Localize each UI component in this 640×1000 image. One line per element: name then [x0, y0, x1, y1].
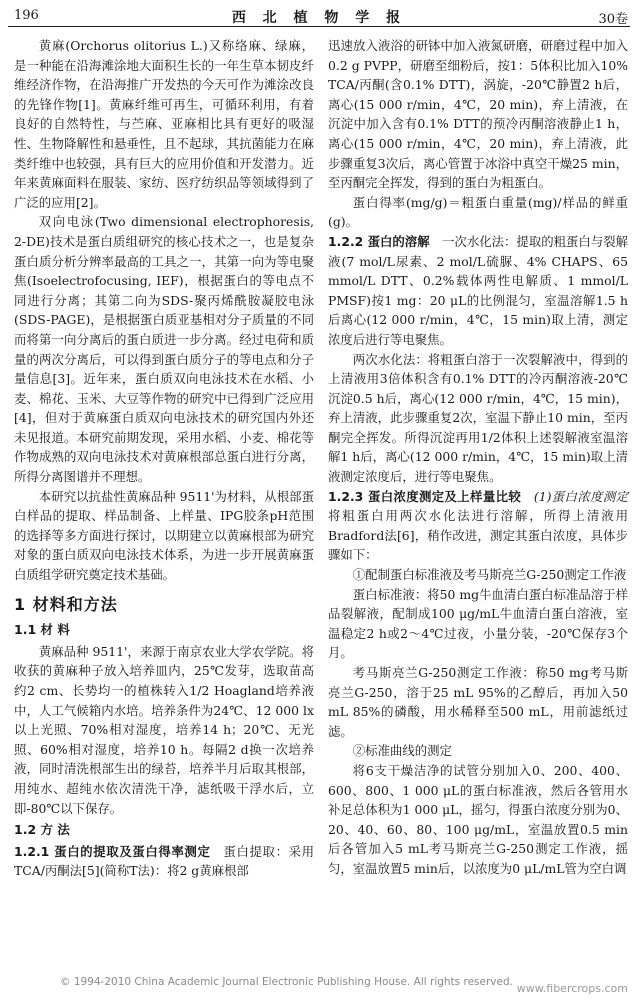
- intro-paragraph-2: 双向电泳(Two dimensional electrophoresis, 2-DE)技术是蛋白质组研究的核心技术之一，也是复杂蛋白质分析分辨率最高的工具之一，其第一向为等电聚焦(Isoelectrofocusing, IEF)，根据蛋白的等电点不同进行分离；其第二向为SDS-聚丙烯酰胺凝胶电泳(SDS-PAGE)，是根据蛋白质亚基相对分子质量的不同而将第一向分离后的蛋白质进一步分离。经过电荷和质量的两次分离后，可以得到蛋白质分子的等电点和分子量信息[3]。近年来，蛋白质双向电泳技术在水稻、小麦、棉花、玉米、大豆等作物的研究中已得到广泛应用[4]，但对于黄麻蛋白质双向电泳技术的研究国内外还未见报道。本研究前期发现，采用水稻、小麦、棉花等作物成熟的双向电泳技术对黄麻根部总蛋白进行分离，所得分离图谱并不理想。: [14, 214, 314, 485]
- section-1-2-2-paragraph: [328, 232, 628, 350]
- section-1-2-3-paragraph: [328, 487, 628, 565]
- section-1-2-3-subheading: (1)蛋白浓度测定: [533, 488, 628, 504]
- section-1-1-heading: 1.1 材 料: [14, 622, 70, 638]
- standard-solution-paragraph: 蛋白标准液：将50 mg牛血清白蛋白标准品溶于样品裂解液，配制成100 μg/mL牛血清白蛋白溶液，室温稳定2 h或2～4℃过夜，小量分装，-20℃保存3个月。: [328, 586, 628, 661]
- watermark: www.fibercrops.com: [516, 982, 628, 995]
- working-solution-paragraph: 考马斯亮兰G-250测定工作液：称50 mg考马斯亮兰G-250，溶于25 mL 95%的乙醇后，再加入50 mL 85%的磷酸，用水稀释至500 mL，用前滤纸过滤。: [328, 665, 628, 739]
- step-2-heading: ②标准曲线的测定: [352, 743, 452, 759]
- section-1-2-1-heading: 1.2.1 蛋白的提取及蛋白得率测定: [14, 843, 211, 859]
- page-header: [8, 6, 630, 27]
- section-1-2-3-heading: 1.2.3 蛋白浓度测定及上样量比较: [328, 488, 522, 504]
- copyright-notice: © 1994-2010 China Academic Journal Electronic Publishing House. All rights reserved.: [60, 976, 513, 988]
- section-1-2-3-text: 将粗蛋白用两次水化法进行溶解，所得上清液用Bradford法[6]，稍作改进，测定其蛋白浓度，具体步骤如下：: [328, 508, 628, 563]
- step-1-heading: ①配制蛋白标准液及考马斯亮兰G-250测定工作液: [352, 567, 627, 583]
- page-number: 196: [14, 8, 39, 23]
- section-1-2-1-paragraph: [14, 842, 314, 881]
- left-column: [14, 36, 314, 881]
- section-1-2-2-heading: 1.2.2 蛋白的溶解: [328, 233, 430, 249]
- yield-formula: 蛋白得率(mg/g)＝粗蛋白重量(mg)/样品的鲜重(g)。: [328, 194, 628, 230]
- standard-curve-paragraph: 将6支干燥洁净的试管分别加入0、200、400、600、800、1 000 μL的蛋白标准液，然后各管用水补足总体积为1 000 μL，摇匀，得蛋白浓度分别为0、20、40、60、80、100 μg/mL，室温放置0.5 min后各管加入5 mL考马斯亮兰G-250测定工作液，摇匀，室温放置5 min后，以浓度为0 μL/mL管为空白调: [328, 762, 628, 876]
- right-column: [328, 36, 628, 879]
- journal-title: 西 北 植 物 学 报: [231, 10, 407, 26]
- intro-paragraph-1: 黄麻(Orchorus olitorius L.)又称络麻、绿麻，是一种能在沿海滩涂地大面积生长的一年生草本韧皮纤维经济作物，在沿海推广开发热的今天可作为滩涂改良的先锋作物[1]。黄麻纤维可再生，可循环利用，有着良好的自然特性，与苎麻、亚麻相比具有更好的吸湿性、生物降解性和悬垂性，且不起球，其抗菌能力在麻类纤维中也较强，具有巨大的应用价值和开发潜力。近年来黄麻面料在服装、家纺、医疗纺织品等领域得到了广泛的应用[2]。: [14, 38, 314, 210]
- intro-paragraph-3: 本研究以抗盐性黄麻品种 9511'为材料，从根部蛋白样品的提取、样品制备、上样量、IPG胶条pH范围的选择等多方面进行探讨，以期建立以黄麻根部为研究对象的蛋白质双向电泳技术体系，为进一步开展黄麻蛋白质组学研究奠定技术基础。: [14, 488, 314, 583]
- section-1-2-2-text: 一次水化法：提取的粗蛋白与裂解液(7 mol/L尿素、2 mol/L硫脲、4% CHAPS、65 mmol/L DTT、0.2%载体两性电解质、1 mmol/L PMSF)按1 mg：20 μL的比例混匀，室温溶解1.5 h后离心(12 000 r/min，4℃，15 min)取上清，测定浓度后进行等电聚焦。: [328, 233, 629, 347]
- section-1-heading: 1 材料和方法: [14, 594, 118, 614]
- materials-paragraph: 黄麻品种 9511'，来源于南京农业大学农学院。将收获的黄麻种子放入培养皿内，25℃发芽，选取苗高约2 cm、长势均一的植株转入1/2 Hoagland培养液中，人工气候箱内水培。培养条件为24℃、12 000 lx以上光照、70%相对湿度，培养14 h；20℃、无光照、60%相对湿度，培养10 h。每隔2 d换一次培养液，同时清洗根部生出的绿苔，培养半月后取其根部，用纯水、超纯水依次清洗干净，滤纸吸干浮水后，立即-80℃以下保存。: [14, 643, 314, 816]
- section-1-2-heading: 1.2 方 法: [14, 822, 70, 838]
- extraction-paragraph: 迅速放入液浴的研钵中加入液氮研磨，研磨过程中加入0.2 g PVPP，研磨至细粉后，按1：5体积比加入10% TCA/丙酮(含0.1% DTT)，涡旋，-20℃静置2 h后，离心(15 000 r/min，4℃，20 min)，弃上清液，在沉淀中加入含有0.1% DTT的预冷丙酮溶液静止1 h，离心(15 000 r/min，4℃，20 min)，弃上清液，此步骤重复3次后，离心管置于冰浴中真空干燥25 min，至丙酮完全挥发，得到的蛋白为粗蛋白。: [328, 38, 628, 191]
- page-footer: [60, 976, 628, 995]
- two-step-hydration-paragraph: 两次水化法：将粗蛋白溶于一次裂解液中，得到的上清液用3倍体积含有0.1% DTT的冷丙酮溶液-20℃沉淀0.5 h后，离心(12 000 r/min，4℃，15 min)，弃上清液，此步骤重复2次，室温下静止10 min，至丙酮完全挥发。所得沉淀再用1/2体积上述裂解液室温溶解1 h后，离心(12 000 r/min，4℃，15 min)取上清液测定浓度后，进行等电聚焦。: [328, 351, 628, 485]
- section-1-2-1-text: 蛋白提取：采用TCA/丙酮法[5](简称T法)：将2 g黄麻根部: [14, 843, 315, 879]
- volume-label: 30卷: [598, 12, 628, 27]
